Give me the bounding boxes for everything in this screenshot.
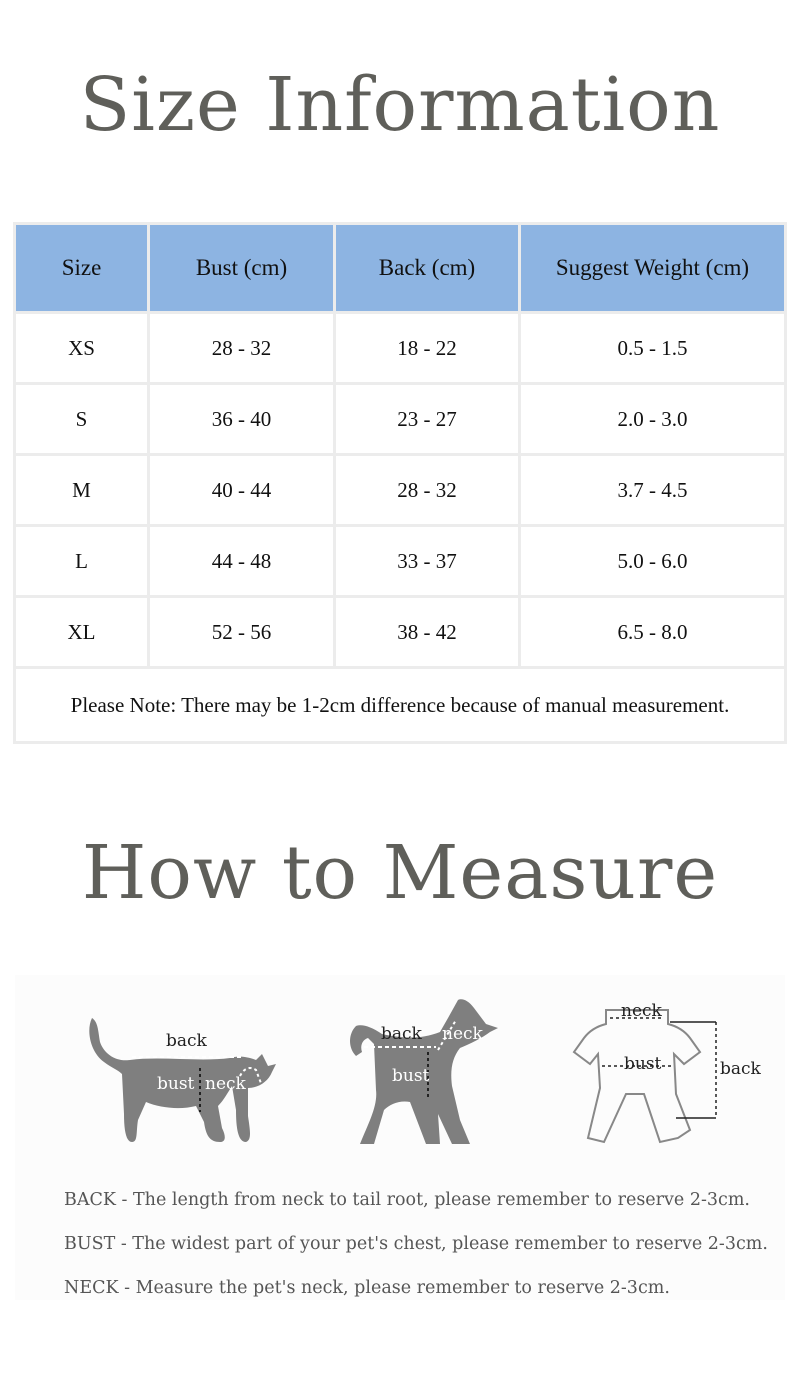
cell-size: S bbox=[16, 385, 147, 453]
size-table bbox=[13, 222, 787, 744]
cell-bust: 28 - 32 bbox=[150, 314, 333, 382]
cell-weight: 0.5 - 1.5 bbox=[521, 314, 784, 382]
dog-neck-label: neck bbox=[442, 1024, 483, 1044]
size-information-title: Size Information bbox=[79, 62, 721, 148]
cell-weight: 2.0 - 3.0 bbox=[521, 385, 784, 453]
cell-size: M bbox=[16, 456, 147, 524]
cat-illustration bbox=[89, 1018, 276, 1142]
shirt-neck-label: neck bbox=[621, 1001, 662, 1021]
shirt-bust-label: bust bbox=[624, 1054, 662, 1074]
dog-bust-label: bust bbox=[392, 1066, 430, 1086]
cat-neck-label: neck bbox=[205, 1074, 246, 1094]
measure-illustrations bbox=[0, 990, 800, 1160]
cell-weight: 6.5 - 8.0 bbox=[521, 598, 784, 666]
measurement-note: Please Note: There may be 1-2cm difference because of manual measurement. bbox=[16, 669, 784, 741]
cat-back-label: back bbox=[166, 1031, 207, 1051]
header-back: Back (cm) bbox=[336, 225, 518, 311]
cell-bust: 52 - 56 bbox=[150, 598, 333, 666]
table-row bbox=[16, 314, 784, 382]
cell-bust: 40 - 44 bbox=[150, 456, 333, 524]
cell-size: XS bbox=[16, 314, 147, 382]
cell-weight: 3.7 - 4.5 bbox=[521, 456, 784, 524]
cell-bust: 44 - 48 bbox=[150, 527, 333, 595]
header-bust: Bust (cm) bbox=[150, 225, 333, 311]
table-row bbox=[16, 456, 784, 524]
shirt-back-label: back bbox=[720, 1059, 761, 1079]
instruction-back: BACK - The length from neck to tail root, please remember to reserve 2-3cm. bbox=[64, 1190, 750, 1210]
note-row bbox=[16, 669, 784, 741]
cell-size: L bbox=[16, 527, 147, 595]
table-header-row bbox=[16, 225, 784, 311]
table-row bbox=[16, 598, 784, 666]
cell-back: 28 - 32 bbox=[336, 456, 518, 524]
cell-bust: 36 - 40 bbox=[150, 385, 333, 453]
header-suggest-weight: Suggest Weight (cm) bbox=[521, 225, 784, 311]
cell-back: 38 - 42 bbox=[336, 598, 518, 666]
header-size: Size bbox=[16, 225, 147, 311]
dog-illustration bbox=[350, 999, 498, 1144]
how-to-measure-title: How to Measure bbox=[81, 830, 719, 916]
cell-back: 18 - 22 bbox=[336, 314, 518, 382]
cat-bust-label: bust bbox=[157, 1074, 195, 1094]
cell-weight: 5.0 - 6.0 bbox=[521, 527, 784, 595]
instruction-bust: BUST - The widest part of your pet's chest, please remember to reserve 2-3cm. bbox=[64, 1234, 768, 1254]
shirt-illustration bbox=[574, 1001, 762, 1142]
dog-back-label: back bbox=[381, 1024, 422, 1044]
table-row bbox=[16, 527, 784, 595]
table-row bbox=[16, 385, 784, 453]
cell-size: XL bbox=[16, 598, 147, 666]
instruction-neck: NECK - Measure the pet's neck, please remember to reserve 2-3cm. bbox=[64, 1278, 670, 1298]
cell-back: 33 - 37 bbox=[336, 527, 518, 595]
cell-back: 23 - 27 bbox=[336, 385, 518, 453]
